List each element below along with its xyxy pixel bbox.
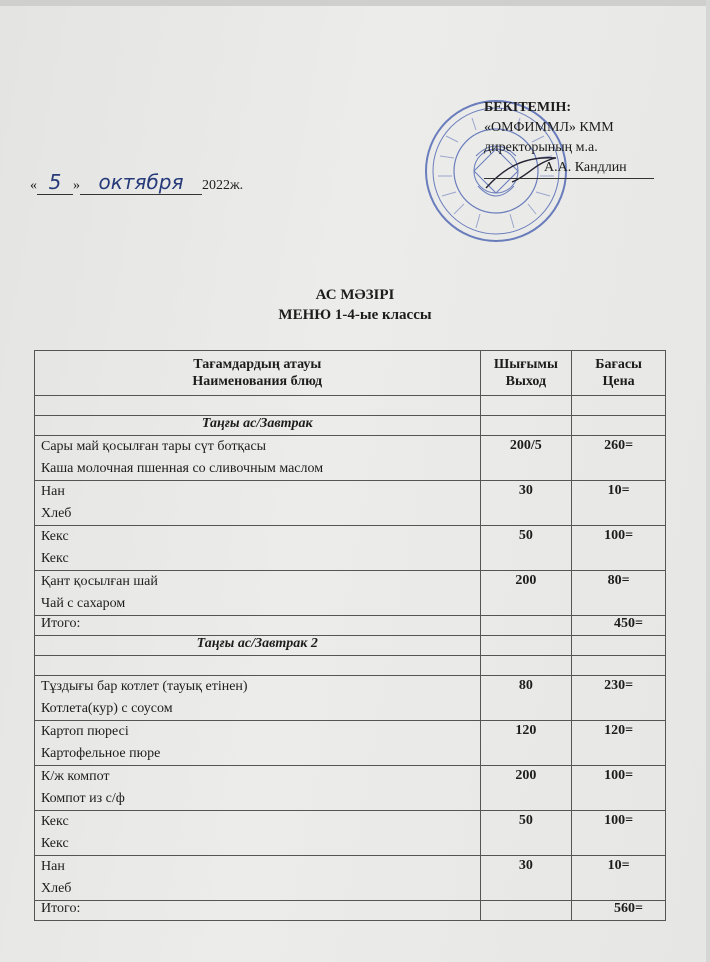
section-row-breakfast-2 [35,636,666,656]
date-close-quote: » [73,178,80,193]
dish-name-ru: Хлеб [41,506,72,521]
dish-output: 30 [480,481,572,526]
header-output [480,351,572,396]
total-value: 450= [572,616,666,636]
dish-price: 120= [572,721,666,766]
dish-name-ru: Картофельное пюре [41,746,161,761]
table-row [35,481,666,526]
dish-name-ru: Чай с сахаром [41,596,126,611]
dish-price: 260= [572,436,666,481]
table-row [35,526,666,571]
section-title: Таңғы ас/Завтрак 2 [35,636,481,656]
table-row [35,811,666,856]
header-price [572,351,666,396]
total-row-breakfast-2 [35,901,666,921]
dish-name-ru: Компот из с/ф [41,791,125,806]
dish-price: 100= [572,766,666,811]
table-header-row [35,351,666,396]
total-row-breakfast [35,616,666,636]
total-label: Итого: [35,616,481,636]
page-right-edge [706,0,710,962]
dish-output: 50 [480,811,572,856]
dish-output: 120 [480,721,572,766]
dish-name-kz: К/ж компот [41,769,110,784]
date-day: 5 [48,170,62,194]
approval-organization: «ОМФИММЛ» КММ [484,120,614,135]
dish-name-ru: Каша молочная пшенная со сливочным маслом [41,461,324,476]
dish-name-kz: Кекс [41,814,69,829]
approval-heading: БЕКІТЕМІН: [484,100,572,115]
approval-position: директорының м.а. [484,140,598,155]
header-output-kz: Шығымы [493,357,558,372]
dish-name-kz: Картоп пюресі [41,724,129,739]
header-price-kz: Бағасы [595,357,642,372]
header-output-ru: Выход [505,374,547,389]
dish-name-ru: Кекс [41,551,69,566]
dish-name-kz: Нан [41,484,65,499]
dish-price: 10= [572,856,666,901]
dish-price: 100= [572,811,666,856]
header-dish-name-ru: Наименования блюд [192,374,323,389]
dish-name-kz: Тұздығы бар котлет (тауық етінен) [41,679,248,694]
header-price-ru: Цена [602,374,635,389]
dish-name-kz: Нан [41,859,65,874]
header-dish-name-kz: Тағамдардың атауы [193,357,322,372]
table-row [35,571,666,616]
menu-table [34,350,666,921]
dish-output: 200 [480,571,572,616]
date-year: 2022ж. [202,178,244,193]
date-month: октября [98,170,184,194]
section-title: Таңғы ас/Завтрак [35,416,481,436]
dish-output: 200 [480,766,572,811]
section-row-breakfast [35,416,666,436]
approval-block [484,98,654,179]
dish-name-kz: Кекс [41,529,69,544]
table-row [35,436,666,481]
document-date [30,170,243,195]
dish-name-ru: Кекс [41,836,69,851]
dish-price: 10= [572,481,666,526]
dish-output: 200/5 [480,436,572,481]
page-top-edge [0,0,710,6]
dish-output: 80 [480,676,572,721]
total-value: 560= [572,901,666,921]
dish-price: 230= [572,676,666,721]
total-label: Итого: [35,901,481,921]
dish-price: 80= [572,571,666,616]
table-row [35,856,666,901]
table-spacer-row [35,656,666,676]
table-spacer-row [35,396,666,416]
header-dish-name [35,351,481,396]
approval-signatory: А.А. Кандлин [484,158,654,179]
dish-name-kz: Сары май қосылған тары сүт ботқасы [41,439,267,454]
table-row [35,721,666,766]
dish-output: 30 [480,856,572,901]
dish-output: 50 [480,526,572,571]
menu-title-kz: АС МӘЗІРІ [315,287,395,303]
dish-name-ru: Котлета(кур) с соусом [41,701,173,716]
table-row [35,676,666,721]
menu-title-ru: МЕНЮ 1-4-ые классы [278,307,432,323]
table-row [35,766,666,811]
dish-price: 100= [572,526,666,571]
dish-name-kz: Қант қосылған шай [41,574,158,589]
dish-name-ru: Хлеб [41,881,72,896]
date-open-quote: « [30,178,37,193]
